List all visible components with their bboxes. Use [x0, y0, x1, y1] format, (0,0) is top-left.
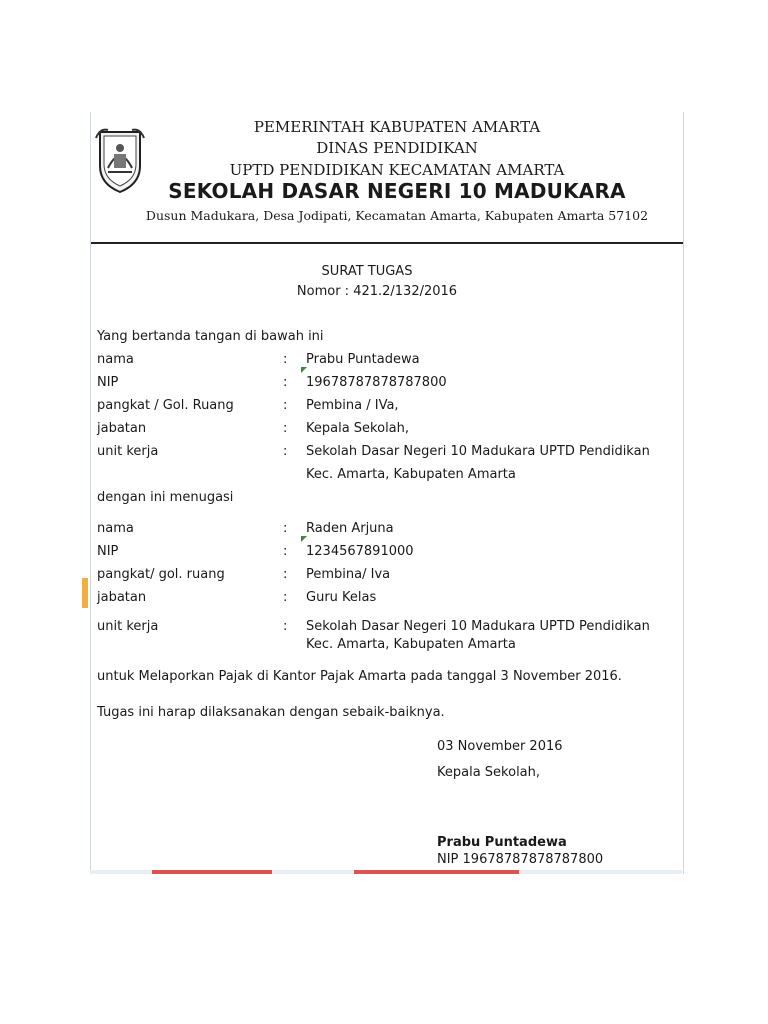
- signer-position-value: Kepala Sekolah,: [306, 421, 410, 436]
- colon: :: [283, 352, 288, 367]
- assignee-nip-value: 1234567891000: [306, 544, 414, 559]
- assign-text: dengan ini menugasi: [97, 490, 234, 505]
- signer-rank-value: Pembina / IVa,: [306, 398, 399, 413]
- government-name: PEMERINTAH KABUPATEN AMARTA: [253, 118, 541, 136]
- assignee-unit-value-cont: Kec. Amarta, Kabupaten Amarta: [306, 637, 516, 652]
- selection-marker: [82, 578, 88, 608]
- letter-number: Nomor : 421.2/132/2016: [296, 284, 458, 299]
- colon: :: [283, 375, 288, 390]
- sheet-tab-highlight[interactable]: [354, 870, 519, 874]
- signature-name: Prabu Puntadewa: [437, 835, 567, 850]
- signature-nip: NIP 19678787878787800: [437, 852, 604, 867]
- cell-comment-marker: [301, 367, 307, 373]
- sheet-tab-highlight[interactable]: [152, 870, 272, 874]
- assignee-unit-value: Sekolah Dasar Negeri 10 Madukara UPTD Pendidikan: [306, 619, 650, 634]
- assignee-unit-label: unit kerja: [97, 619, 159, 634]
- colon: :: [283, 421, 288, 436]
- signer-nip-label: NIP: [97, 375, 119, 390]
- colon: :: [283, 544, 288, 559]
- cell-comment-marker: [301, 536, 307, 542]
- signer-unit-label: unit kerja: [97, 444, 159, 459]
- intro-text: Yang bertanda tangan di bawah ini: [97, 329, 324, 344]
- assignee-position-label: jabatan: [97, 590, 147, 605]
- letter-date: 03 November 2016: [437, 739, 563, 754]
- agency-name: DINAS PENDIDIKAN: [316, 139, 478, 157]
- colon: :: [283, 444, 288, 459]
- colon: :: [283, 521, 288, 536]
- colon: :: [283, 619, 288, 634]
- assignee-name-label: nama: [97, 521, 134, 536]
- letter-title: SURAT TUGAS: [321, 264, 413, 279]
- signer-name-value: Prabu Puntadewa: [306, 352, 420, 367]
- signer-position: Kepala Sekolah,: [437, 765, 541, 780]
- signer-unit-value-cont: Kec. Amarta, Kabupaten Amarta: [306, 467, 516, 482]
- signer-position-label: jabatan: [97, 421, 147, 436]
- signer-nip-value: 19678787878787800: [306, 375, 447, 390]
- assignee-rank-value: Pembina/ Iva: [306, 567, 391, 582]
- assignee-name-value: Raden Arjuna: [306, 521, 394, 536]
- assignee-rank-label: pangkat/ gol. ruang: [97, 567, 225, 582]
- header-divider: [91, 242, 683, 244]
- letter-page: [90, 112, 684, 874]
- assignee-nip-label: NIP: [97, 544, 119, 559]
- assignee-position-value: Guru Kelas: [306, 590, 377, 605]
- school-name: SEKOLAH DASAR NEGERI 10 MADUKARA: [168, 179, 626, 203]
- colon: :: [283, 590, 288, 605]
- signer-name-label: nama: [97, 352, 134, 367]
- purpose-text: untuk Melaporkan Pajak di Kantor Pajak Amarta pada tanggal 3 November 2016.: [97, 669, 622, 684]
- signer-rank-label: pangkat / Gol. Ruang: [97, 398, 234, 413]
- colon: :: [283, 398, 288, 413]
- unit-name: UPTD PENDIDIKAN KECAMATAN AMARTA: [229, 161, 565, 179]
- closing-text: Tugas ini harap dilaksanakan dengan sebaik-baiknya.: [97, 705, 445, 720]
- colon: :: [283, 567, 288, 582]
- school-address: Dusun Madukara, Desa Jodipati, Kecamatan Amarta, Kabupaten Amarta 57102: [145, 208, 649, 223]
- signer-unit-value: Sekolah Dasar Negeri 10 Madukara UPTD Pendidikan: [306, 444, 650, 459]
